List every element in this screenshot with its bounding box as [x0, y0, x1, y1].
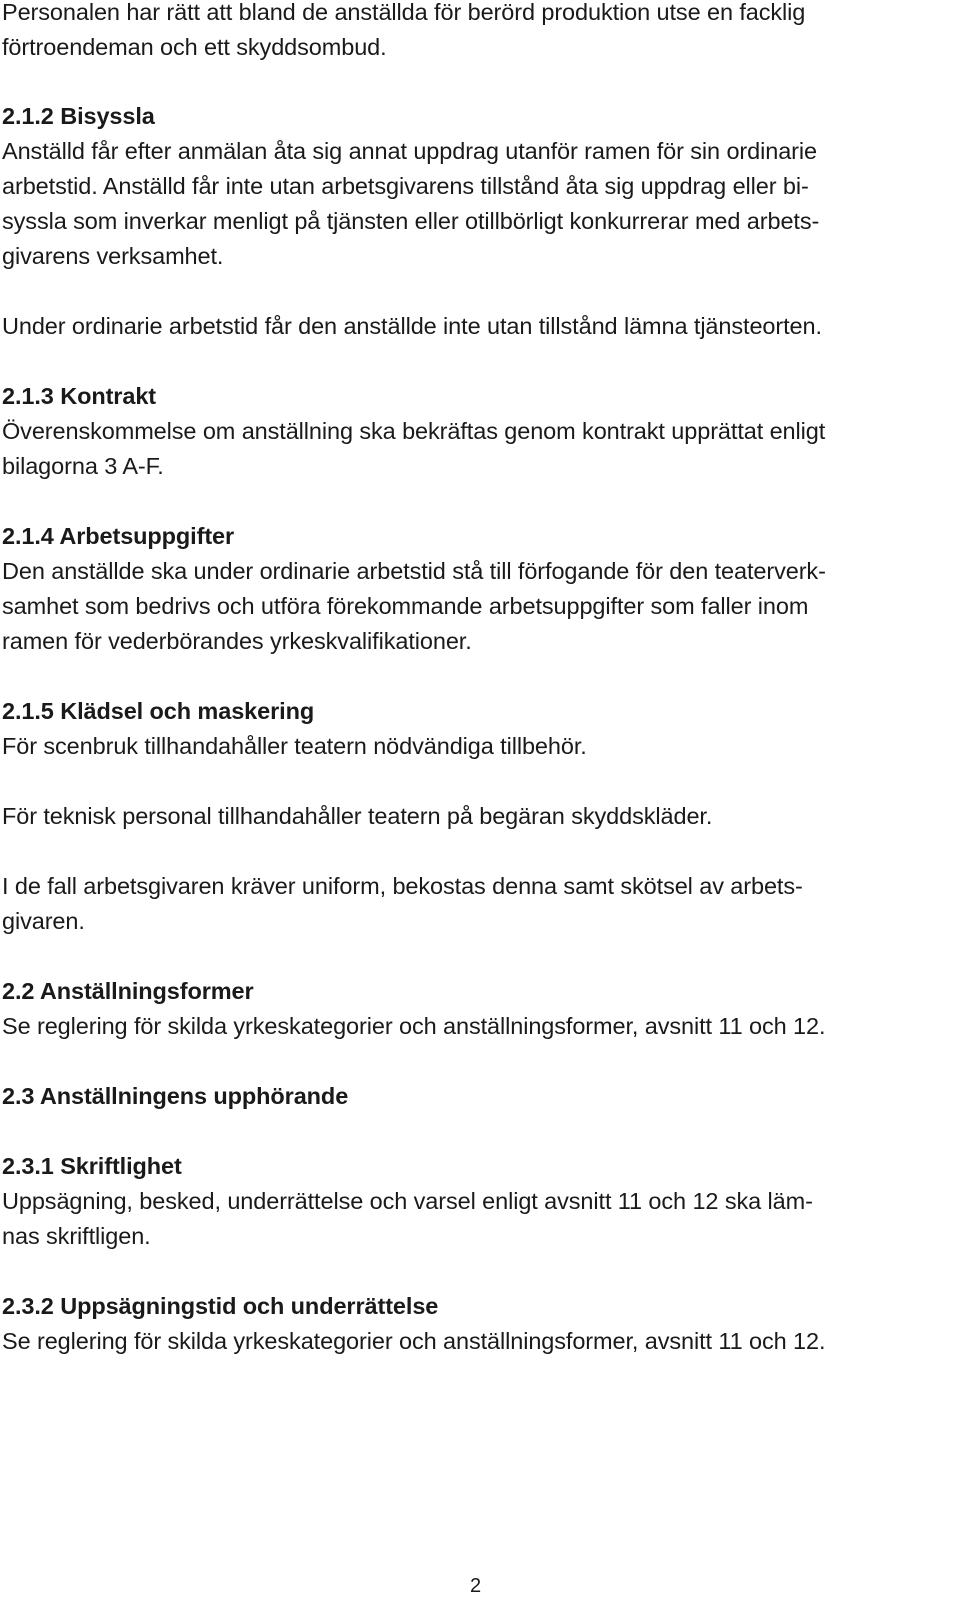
paragraph-line: Under ordinarie arbetstid får den anställde inte utan tillstånd lämna tjänsteorten.	[2, 313, 822, 339]
paragraph-line: Anställd får efter anmälan åta sig annat uppdrag utanför ramen för sin ordinarie	[2, 138, 817, 164]
paragraph-line: Den anställde ska under ordinarie arbetstid stå till förfogande för den teaterverk-	[2, 558, 826, 584]
section-heading-2-1-5: 2.1.5 Klädsel och maskering	[2, 698, 315, 724]
paragraph-line: Överenskommelse om anställning ska bekräftas genom kontrakt upprättat enligt	[2, 418, 826, 444]
paragraph-line: För teknisk personal tillhandahåller teatern på begäran skyddskläder.	[2, 803, 713, 829]
page-number: 2	[470, 1575, 482, 1597]
paragraph-line: givarens verksamhet.	[2, 243, 224, 269]
paragraph-line: I de fall arbetsgivaren kräver uniform, bekostas denna samt skötsel av arbets-	[2, 873, 803, 899]
section-heading-2-3-2: 2.3.2 Uppsägningstid och underrättelse	[2, 1293, 439, 1319]
section-heading-2-3: 2.3 Anställningens upphörande	[2, 1083, 349, 1109]
paragraph-line: Se reglering för skilda yrkeskategorier och anställningsformer, avsnitt 11 och 12.	[2, 1328, 826, 1354]
paragraph-line: För scenbruk tillhandahåller teatern nödvändiga tillbehör.	[2, 733, 587, 759]
section-heading-2-1-3: 2.1.3 Kontrakt	[2, 383, 157, 409]
paragraph-line: syssla som inverkar menligt på tjänsten eller otillbörligt konkurrerar med arbets-	[2, 208, 820, 234]
paragraph-line: nas skriftligen.	[2, 1223, 151, 1249]
section-heading-2-2: 2.2 Anställningsformer	[2, 978, 254, 1004]
paragraph-line: Se reglering för skilda yrkeskategorier och anställningsformer, avsnitt 11 och 12.	[2, 1013, 826, 1039]
paragraph-line: bilagorna 3 A-F.	[2, 453, 164, 479]
section-heading-2-3-1: 2.3.1 Skriftlighet	[2, 1153, 182, 1179]
section-heading-2-1-2: 2.1.2 Bisyssla	[2, 103, 155, 129]
section-heading-2-1-4: 2.1.4 Arbetsuppgifter	[2, 523, 235, 549]
intro-line: förtroendeman och ett skyddsombud.	[2, 34, 387, 60]
paragraph-line: arbetstid. Anställd får inte utan arbetsgivarens tillstånd åta sig uppdrag eller bi-	[2, 173, 809, 199]
intro-line: Personalen har rätt att bland de anställda för berörd produktion utse en facklig	[2, 0, 806, 25]
paragraph-line: samhet som bedrivs och utföra förekommande arbetsuppgifter som faller inom	[2, 593, 809, 619]
paragraph-line: ramen för vederbörandes yrkeskvalifikationer.	[2, 628, 472, 654]
paragraph-line: givaren.	[2, 908, 85, 934]
paragraph-line: Uppsägning, besked, underrättelse och varsel enligt avsnitt 11 och 12 ska läm-	[2, 1188, 813, 1214]
